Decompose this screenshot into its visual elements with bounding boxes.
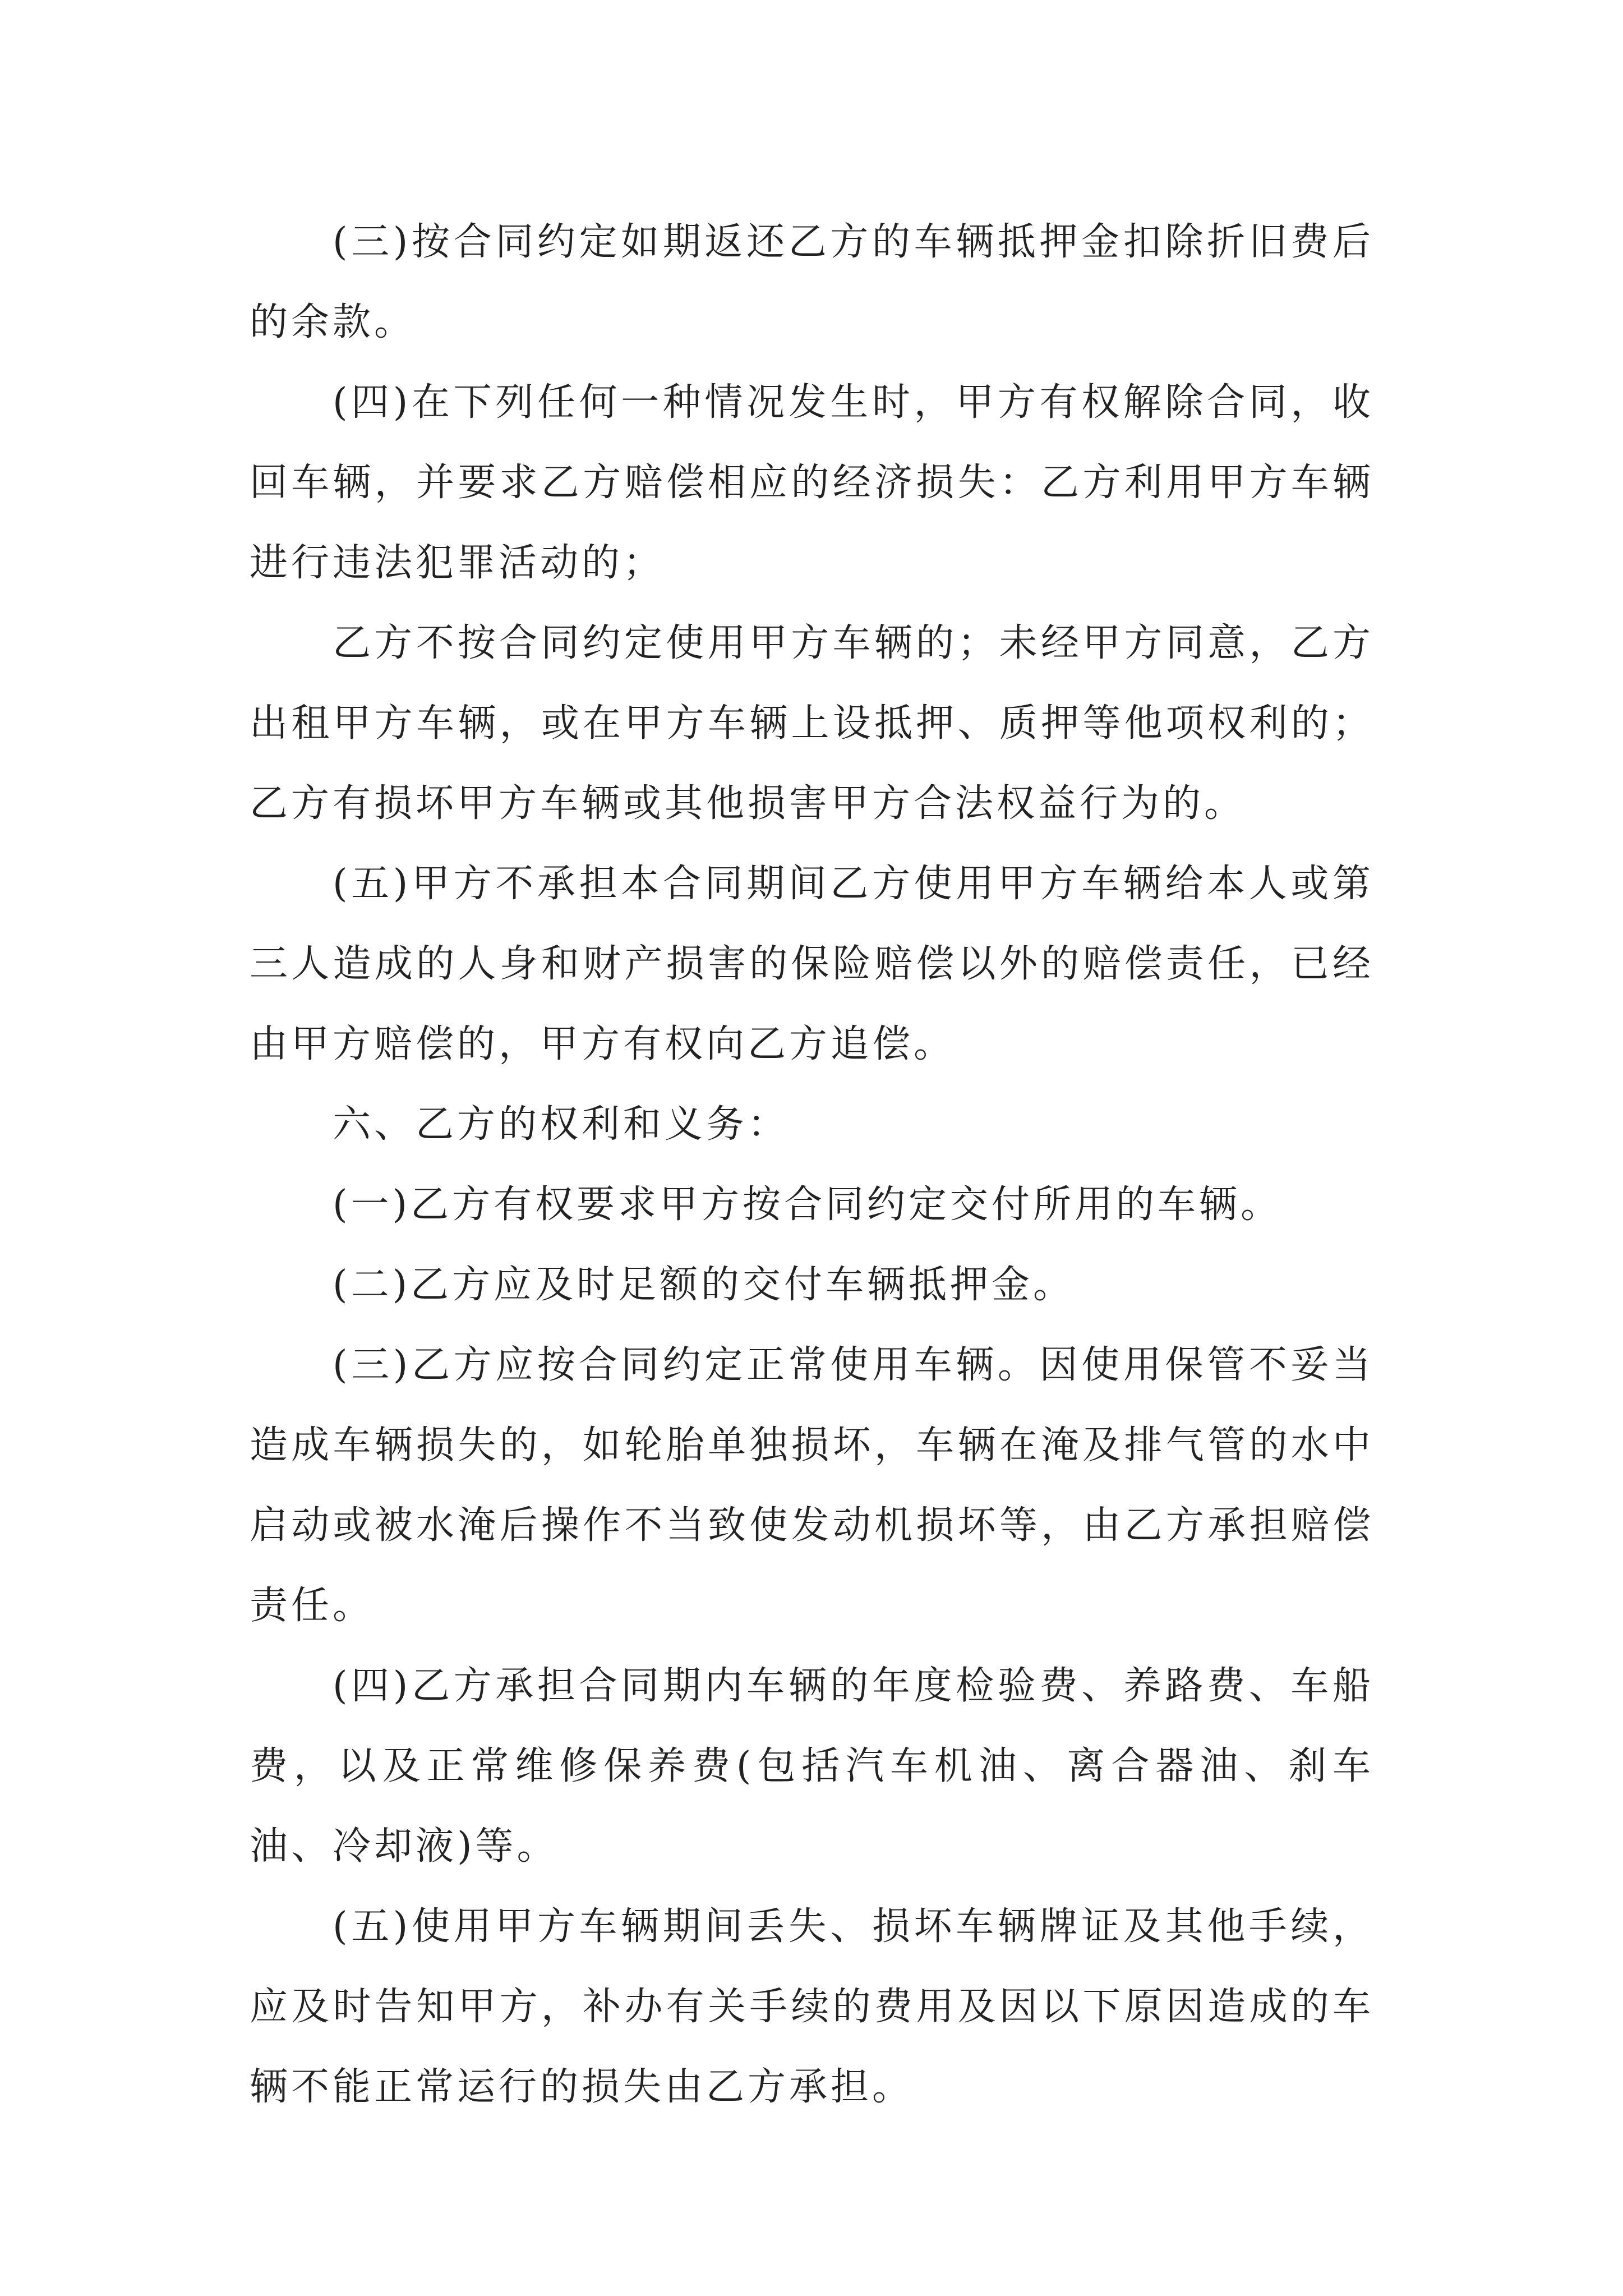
paragraph-party-b-lost-documents: (五)使用甲方车辆期间丢失、损坏车辆牌证及其他手续，应及时告知甲方，补办有关手续的费用及因以下原因造成的车辆不能正常运行的损失由乙方承担。	[250, 1904, 1374, 2109]
paragraph-termination-rights: (四)在下列任何一种情况发生时，甲方有权解除合同，收回车辆，并要求乙方赔偿相应的经济损失：乙方利用甲方车辆进行违法犯罪活动的；	[250, 380, 1374, 585]
paragraph-party-b-deposit: (二)乙方应及时足额的交付车辆抵押金。	[333, 1263, 1075, 1307]
paragraph-return-deposit: (三)按合同约定如期返还乙方的车辆抵押金扣除折旧费后的余款。	[250, 220, 1374, 344]
paragraph-termination-conditions: 乙方不按合同约定使用甲方车辆的；未经甲方同意，乙方出租甲方车辆，或在甲方车辆上设抵押、质押等他项权利的；乙方有损坏甲方车辆或其他损害甲方合法权益行为的。	[250, 621, 1374, 826]
paragraph-party-b-normal-use: (三)乙方应按合同约定正常使用车辆。因使用保管不妥当造成车辆损失的，如轮胎单独损坏，车辆在淹及排气管的水中启动或被水淹后操作不当致使发动机损坏等，由乙方承担赔偿责任。	[250, 1343, 1374, 1628]
paragraph-party-b-right-delivery: (一)乙方有权要求甲方按合同约定交付所用的车辆。	[333, 1182, 1283, 1227]
paragraph-liability-exclusion: (五)甲方不承担本合同期间乙方使用甲方车辆给本人或第三人造成的人身和财产损害的保险赔偿以外的赔偿责任，已经由甲方赔偿的，甲方有权向乙方追偿。	[250, 862, 1374, 1066]
section-heading-party-b-rights: 六、乙方的权利和义务：	[333, 1102, 790, 1147]
paragraph-party-b-fees: (四)乙方承担合同期内车辆的年度检验费、养路费、车船费，以及正常维修保养费(包括汽车机油、离合器油、刹车油、冷却液)等。	[250, 1664, 1374, 1869]
document-body	[250, 202, 1374, 2127]
